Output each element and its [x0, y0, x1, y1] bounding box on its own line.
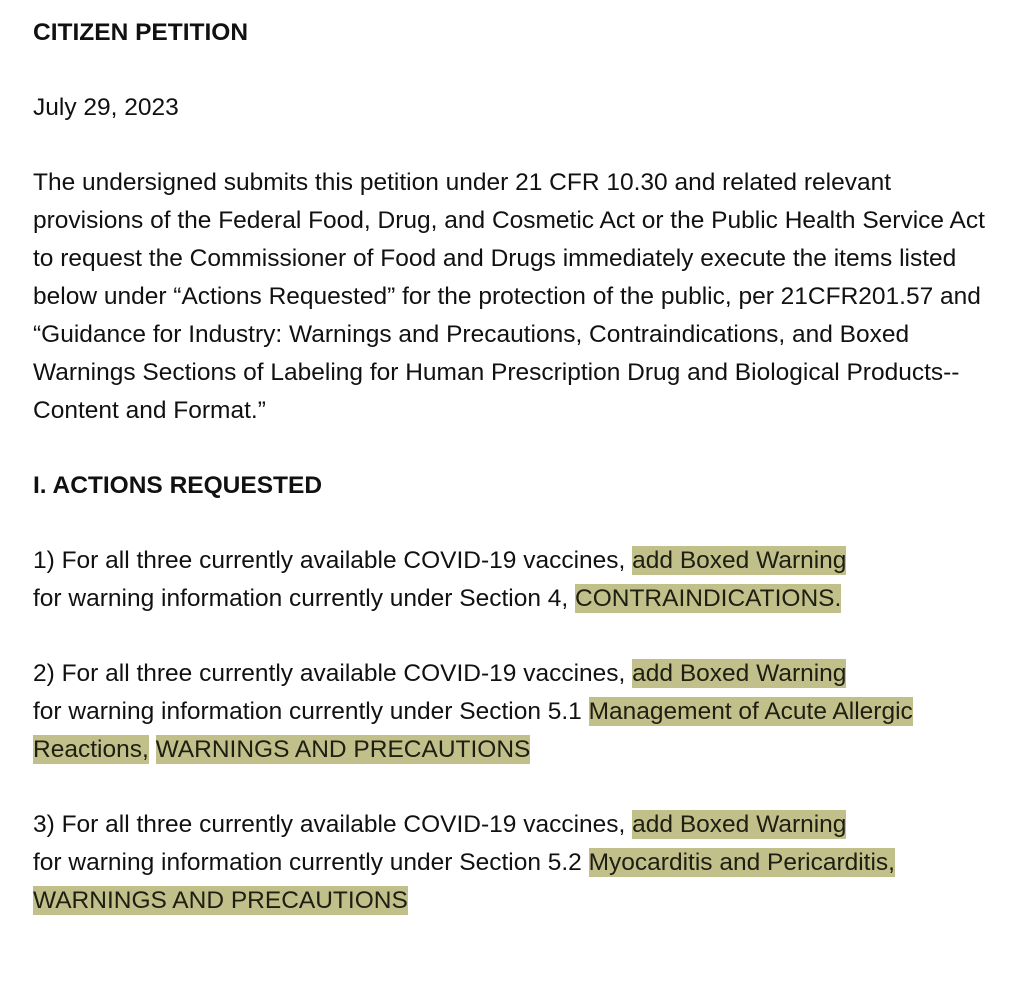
action-item-1: [33, 542, 998, 618]
action-lead: 1) For all three currently available COVID-19 vaccines,: [33, 547, 633, 574]
petition-document: [33, 14, 998, 920]
document-title: CITIZEN PETITION: [33, 19, 249, 46]
action-item-3: [33, 806, 998, 920]
action-middle: for warning information currently under Section 5.1: [33, 698, 589, 725]
highlighted-text: add Boxed Warning: [632, 547, 847, 574]
action-item-2: [33, 655, 998, 769]
action-middle: for warning information currently under Section 5.2: [33, 849, 589, 876]
highlighted-text: WARNINGS AND PRECAUTIONS: [33, 887, 408, 914]
highlighted-text: Myocarditis and Pericarditis,: [588, 849, 895, 876]
actions-requested-heading: I. ACTIONS REQUESTED: [33, 472, 323, 499]
action-middle: for warning information currently under Section 4,: [33, 585, 575, 612]
intro-paragraph: The undersigned submits this petition under 21 CFR 10.30 and related relevant provisions of the Federal Food, Drug, and Cosmetic Act or the Public Health Service Act to request the Commissioner of Food and Drugs immediately execute the items listed below under “Actions Requested” for the protection of the public, per 21CFR201.57 and “Guidance for Industry: Warnings and Precautions, Contraindications, and Boxed Warnings Sections of Labeling for Human Prescription Drug and Biological Products--Content and Format.”: [33, 169, 985, 424]
petition-date: July 29, 2023: [33, 94, 179, 121]
action-lead: 2) For all three currently available COVID-19 vaccines,: [33, 660, 633, 687]
highlighted-text: Management of Acute Allergic Reactions,: [33, 698, 913, 763]
highlighted-text: CONTRAINDICATIONS.: [575, 585, 842, 612]
action-lead: 3) For all three currently available COVID-19 vaccines,: [33, 811, 633, 838]
highlighted-text: add Boxed Warning: [632, 660, 847, 687]
highlighted-text: add Boxed Warning: [632, 811, 847, 838]
highlighted-text: WARNINGS AND PRECAUTIONS: [155, 736, 531, 763]
